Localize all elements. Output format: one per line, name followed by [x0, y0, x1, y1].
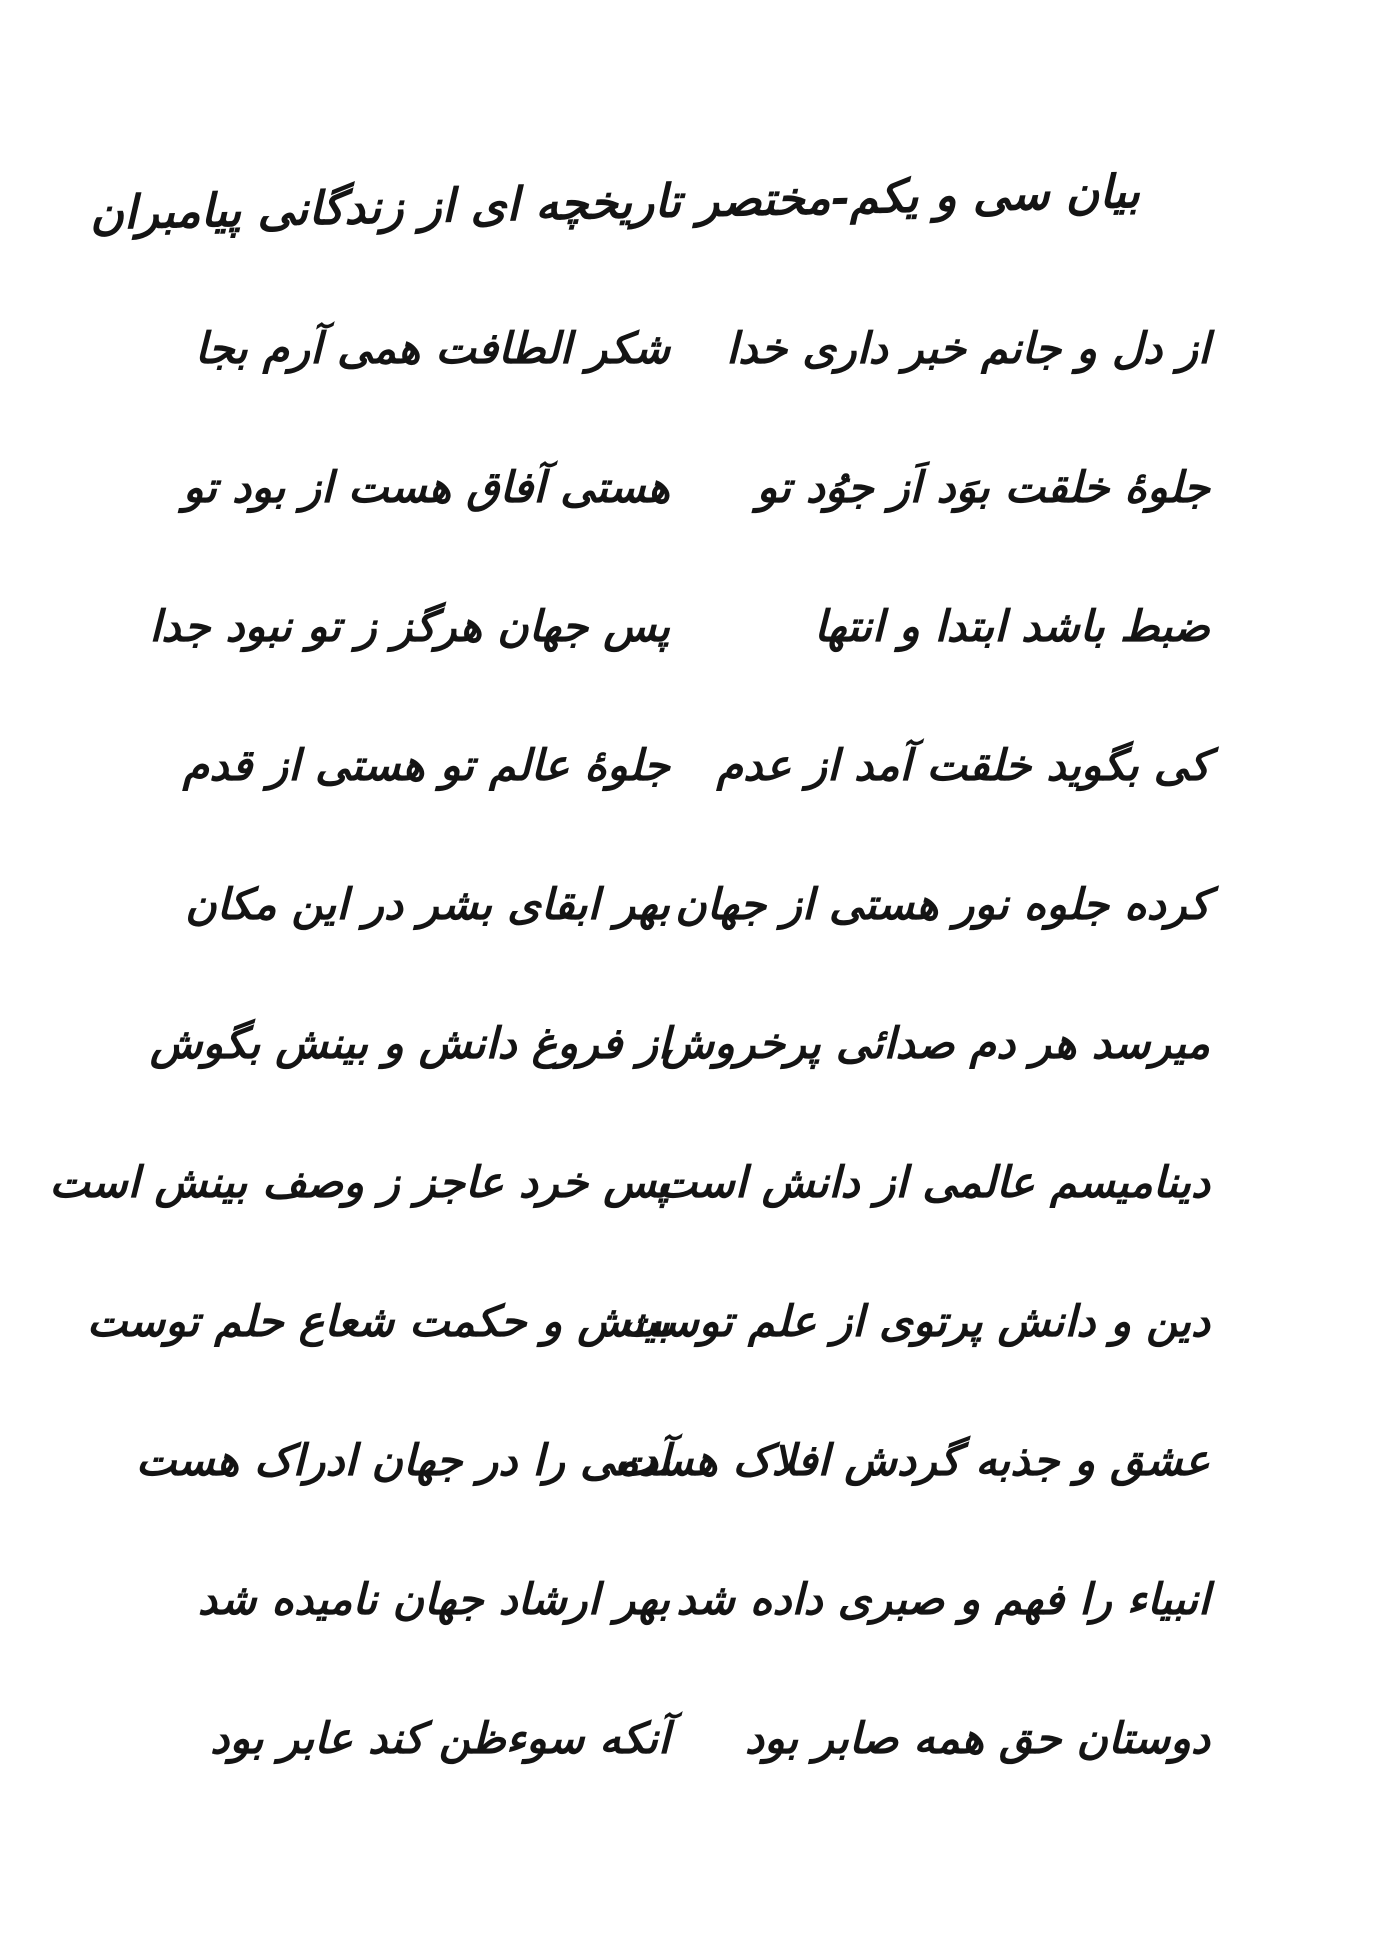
hemistich-second: هستی آفاق هست از بود تو	[182, 463, 670, 513]
couplet	[49, 1152, 1210, 1291]
hemistich-first: دین و دانش پرتوی از علم توست	[620, 1297, 1210, 1347]
hemistich-first: دینامیسم عالمی از دانش است	[656, 1158, 1210, 1208]
hemistich-second: پس خرد عاجز ز وصف بینش است	[49, 1158, 670, 1208]
hemistich-second: بهر ابقای بشر در این مکان	[185, 880, 670, 930]
hemistich-first: ضبط باشد ابتدا و انتها	[814, 602, 1210, 652]
hemistich-second: پس جهان هرگز ز تو نبود جدا	[149, 602, 670, 652]
couplet	[182, 457, 1210, 596]
couplet	[210, 1708, 1210, 1847]
hemistich-first: عشق و جذبه گردش افلاک هست	[614, 1436, 1210, 1486]
hemistich-first: انبیاء را فهم و صبری داده شد	[676, 1575, 1210, 1625]
hemistich-second: جلوهٔ عالم تو هستی از قدم	[182, 741, 670, 791]
couplet	[197, 1569, 1210, 1708]
hemistich-first: کی بگوید خلقت آمد از عدم	[716, 741, 1210, 791]
couplet	[149, 1013, 1210, 1152]
hemistich-first: میرسد هر دم صدائی پرخروش	[661, 1019, 1210, 1069]
hemistich-first: کرده جلوه نور هستی از جهان	[675, 880, 1210, 930]
couplet	[86, 1291, 1210, 1430]
hemistich-second: بهر ارشاد جهان نامیده شد	[197, 1575, 670, 1625]
hemistich-second: بینش و حکمت شعاع حلم توست	[86, 1297, 670, 1347]
hemistich-second: آنکه سوءظن کند عابر بود	[210, 1714, 670, 1764]
hemistich-first: از دل و جانم خبر داری خدا	[726, 324, 1210, 374]
hemistich-second: از فروغ دانش و بینش بگوش	[149, 1019, 670, 1069]
couplet	[135, 1430, 1210, 1569]
page-title: بیان سی و یکم-مختصر تاریخچه ای از زندگانی پیامبران	[89, 164, 1141, 240]
couplet	[185, 874, 1210, 1013]
hemistich-first: جلوهٔ خلقت بوَد اَز جوُد تو	[756, 463, 1210, 513]
couplet	[182, 735, 1210, 874]
hemistich-second: شکر الطافت همی آرم بجا	[194, 324, 670, 374]
couplet	[194, 318, 1210, 457]
couplet	[149, 596, 1210, 735]
hemistich-first: دوستان حق همه صابر بود	[744, 1714, 1210, 1764]
poem	[49, 318, 1210, 1847]
hemistich-second: آدمی را در جهان ادراک هست	[135, 1436, 670, 1486]
